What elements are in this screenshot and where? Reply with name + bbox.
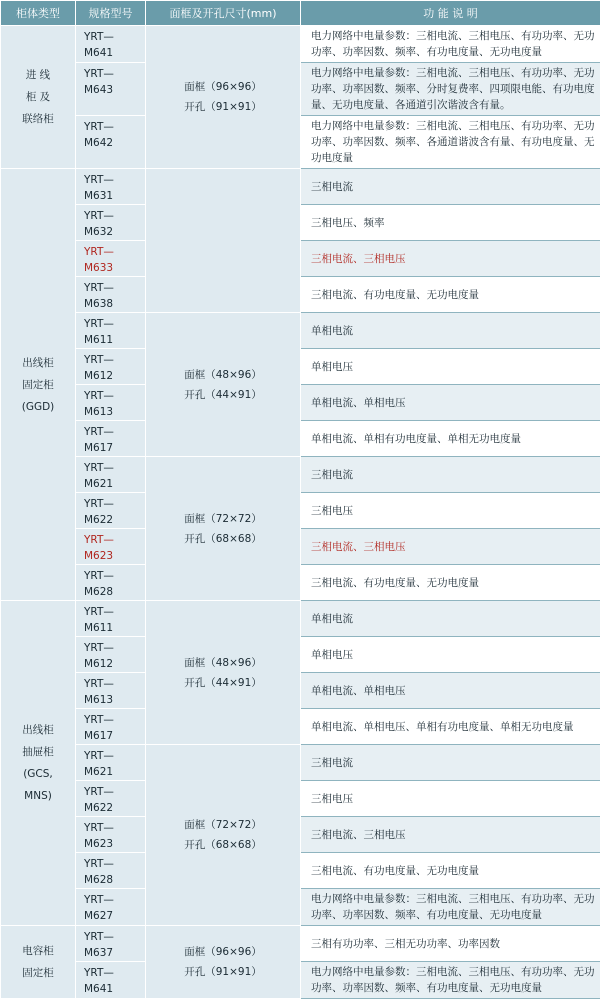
cabinet-type-line: MNS) xyxy=(5,785,71,807)
table-row xyxy=(1,889,600,926)
function-cell: 单相电流、单相电压、单相有功电度量、单相无功电度量 xyxy=(301,709,600,745)
function-cell: 单相电流 xyxy=(301,601,600,637)
cabinet-type-line: 电容柜 xyxy=(5,940,71,962)
cabinet-type-line: (GCS, xyxy=(5,763,71,785)
model-cell: YRT—M642 xyxy=(76,116,146,169)
model-cell: YRT—M621 xyxy=(76,745,146,781)
model-cell: YRT—M617 xyxy=(76,421,146,457)
function-cell: 三相电流、三相电压 xyxy=(301,529,600,565)
table-row xyxy=(1,385,600,421)
model-cell: YRT—M628 xyxy=(76,853,146,889)
function-cell: 三相电压 xyxy=(301,781,600,817)
model-cell: YRT—M632 xyxy=(76,205,146,241)
size-line: 面框（96×96） xyxy=(150,942,296,962)
table-row xyxy=(1,169,600,205)
function-cell: 单相电流 xyxy=(301,313,600,349)
cabinet-type-cell xyxy=(1,169,76,601)
size-line: 面框（48×96） xyxy=(150,365,296,385)
function-cell: 单相电流、单相电压 xyxy=(301,673,600,709)
size-line: 面框（72×72） xyxy=(150,509,296,529)
model-cell: YRT—M623 xyxy=(76,817,146,853)
model-cell: YRT—M622 xyxy=(76,493,146,529)
table-row xyxy=(1,349,600,385)
size-line: 开孔（91×91） xyxy=(150,97,296,117)
function-cell: 电力网络中电量参数：三相电流、三相电压、有功功率、无功功率、功率因数、频率、有功电度量、无功电度量 xyxy=(301,962,600,999)
header-function: 功 能 说 明 xyxy=(301,1,600,26)
model-cell: YRT—M641 xyxy=(76,962,146,999)
table-row xyxy=(1,781,600,817)
model-cell: YRT—M643 xyxy=(76,63,146,116)
model-cell: YRT—M627 xyxy=(76,889,146,926)
size-cell xyxy=(146,745,301,926)
size-cell xyxy=(146,926,301,999)
table-row xyxy=(1,241,600,277)
cabinet-type-line: 固定柜 xyxy=(5,374,71,396)
function-cell: 三相电流、有功电度量、无功电度量 xyxy=(301,565,600,601)
table-row xyxy=(1,277,600,313)
model-cell: YRT—M628 xyxy=(76,565,146,601)
table-row xyxy=(1,637,600,673)
table-row xyxy=(1,205,600,241)
cabinet-type-line: 出线柜 xyxy=(5,719,71,741)
function-cell: 三相电流 xyxy=(301,169,600,205)
model-cell: YRT—M617 xyxy=(76,709,146,745)
table-row xyxy=(1,962,600,999)
cabinet-type-line: 抽屉柜 xyxy=(5,741,71,763)
cabinet-type-cell xyxy=(1,26,76,169)
model-cell: YRT—M613 xyxy=(76,673,146,709)
model-cell: YRT—M621 xyxy=(76,457,146,493)
model-cell: YRT—M622 xyxy=(76,781,146,817)
size-line: 开孔（68×68） xyxy=(150,835,296,855)
model-cell: YRT—M611 xyxy=(76,313,146,349)
size-cell xyxy=(146,169,301,313)
model-cell: YRT—M633 xyxy=(76,241,146,277)
table-row xyxy=(1,493,600,529)
size-cell xyxy=(146,601,301,745)
function-cell: 三相电流、三相电压 xyxy=(301,241,600,277)
size-cell xyxy=(146,457,301,601)
function-cell: 三相电流 xyxy=(301,457,600,493)
cabinet-type-line: 进 线 xyxy=(5,64,71,86)
cabinet-type-line: 固定柜 xyxy=(5,962,71,984)
size-line: 开孔（68×68） xyxy=(150,529,296,549)
table-row xyxy=(1,529,600,565)
function-cell: 单相电流、单相电压 xyxy=(301,385,600,421)
table-row xyxy=(1,926,600,962)
cabinet-type-line: 出线柜 xyxy=(5,352,71,374)
function-cell: 三相电压 xyxy=(301,493,600,529)
model-cell: YRT—M612 xyxy=(76,637,146,673)
header-size: 面框及开孔尺寸(mm) xyxy=(146,1,301,26)
model-cell: YRT—M611 xyxy=(76,601,146,637)
size-line: 面框（72×72） xyxy=(150,815,296,835)
size-line: 开孔（44×91） xyxy=(150,385,296,405)
function-cell: 单相电压 xyxy=(301,637,600,673)
table-row xyxy=(1,313,600,349)
function-cell: 单相电流、单相有功电度量、单相无功电度量 xyxy=(301,421,600,457)
table-row xyxy=(1,817,600,853)
function-cell: 三相电压、频率 xyxy=(301,205,600,241)
cabinet-type-cell xyxy=(1,926,76,999)
model-cell: YRT—M637 xyxy=(76,926,146,962)
function-cell: 单相电压 xyxy=(301,349,600,385)
header-cabinet-type: 柜体类型 xyxy=(1,1,76,26)
function-cell: 电力网络中电量参数：三相电流、三相电压、有功功率、无功功率、功率因数、频率、有功电度量、无功电度量 xyxy=(301,889,600,926)
model-cell: YRT—M613 xyxy=(76,385,146,421)
table-body xyxy=(1,26,600,999)
model-cell: YRT—M638 xyxy=(76,277,146,313)
table-row xyxy=(1,457,600,493)
size-line: 面框（48×96） xyxy=(150,653,296,673)
size-cell xyxy=(146,313,301,457)
cabinet-type-cell xyxy=(1,601,76,926)
model-cell: YRT—M641 xyxy=(76,26,146,63)
table-row xyxy=(1,853,600,889)
function-cell: 电力网络中电量参数：三相电流、三相电压、有功功率、无功功率、功率因数、频率、分时复费率、四项限电能、有功电度量、无功电度量、各通道引次谐波含有量。 xyxy=(301,63,600,116)
model-cell: YRT—M623 xyxy=(76,529,146,565)
size-line: 开孔（91×91） xyxy=(150,962,296,982)
table-row xyxy=(1,709,600,745)
table-row xyxy=(1,565,600,601)
table-row xyxy=(1,745,600,781)
header-model: 规格型号 xyxy=(76,1,146,26)
function-cell: 电力网络中电量参数：三相电流、三相电压、有功功率、无功功率、功率因数、频率、有功电度量、无功电度量 xyxy=(301,26,600,63)
cabinet-type-line: 联络柜 xyxy=(5,108,71,130)
function-cell: 电力网络中电量参数：三相电流、三相电压、有功功率、无功功率、功率因数、频率、各通道谐波含有量、有功电度量、无功电度量 xyxy=(301,116,600,169)
cabinet-type-line: 柜 及 xyxy=(5,86,71,108)
size-line: 面框（96×96） xyxy=(150,77,296,97)
table-header xyxy=(1,1,600,26)
table-row xyxy=(1,421,600,457)
size-cell xyxy=(146,26,301,169)
function-cell: 三相有功功率、三相无功功率、功率因数 xyxy=(301,926,600,962)
table-row xyxy=(1,601,600,637)
cabinet-type-line: (GGD) xyxy=(5,396,71,418)
table-row xyxy=(1,63,600,116)
table-row xyxy=(1,116,600,169)
model-cell: YRT—M612 xyxy=(76,349,146,385)
function-cell: 三相电流、有功电度量、无功电度量 xyxy=(301,277,600,313)
model-cell: YRT—M631 xyxy=(76,169,146,205)
function-cell: 三相电流、三相电压 xyxy=(301,817,600,853)
function-cell: 三相电流 xyxy=(301,745,600,781)
size-line: 开孔（44×91） xyxy=(150,673,296,693)
table-row xyxy=(1,26,600,63)
table-row xyxy=(1,673,600,709)
function-cell: 三相电流、有功电度量、无功电度量 xyxy=(301,853,600,889)
